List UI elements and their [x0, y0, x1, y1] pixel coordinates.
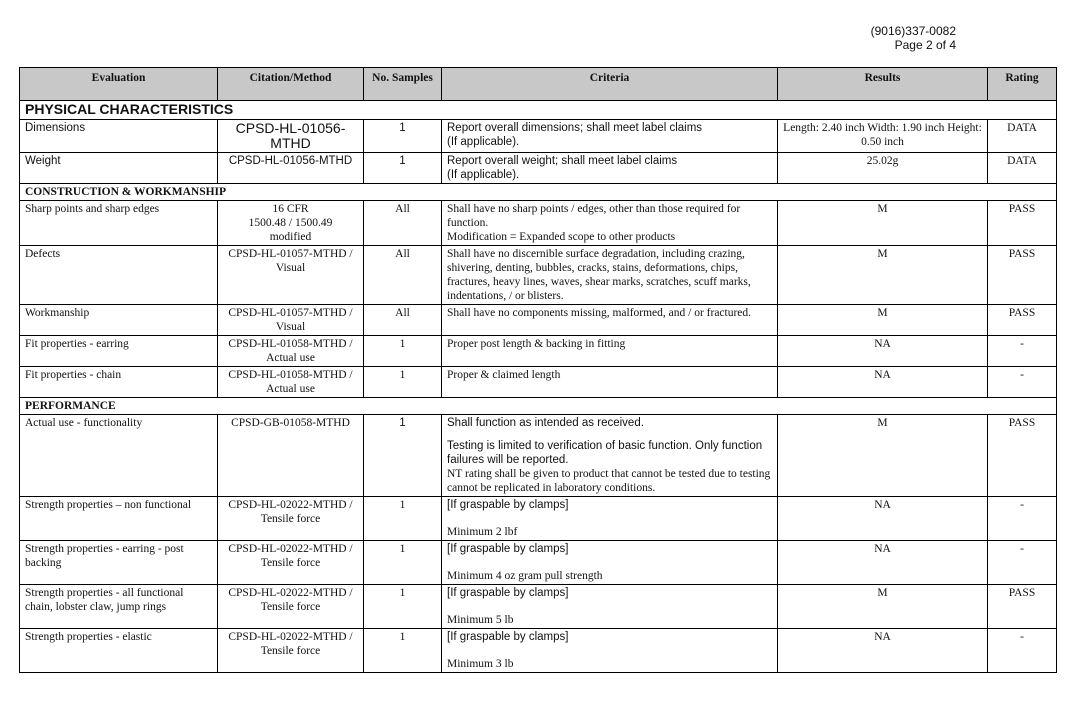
criteria-line: Report overall weight; shall meet label claims: [447, 155, 678, 167]
criteria-cell: [442, 629, 778, 673]
col-evaluation: Evaluation: [20, 68, 218, 101]
criteria-cell: Proper post length & backing in fitting: [442, 336, 778, 367]
rating-cell: -: [988, 541, 1057, 585]
evaluation-cell: Actual use - functionality: [20, 415, 218, 497]
col-results: Results: [778, 68, 988, 101]
table-row: [20, 336, 1057, 367]
criteria-line: Shall function as intended as received.: [447, 417, 644, 429]
criteria-cell: [442, 585, 778, 629]
rating-cell: -: [988, 336, 1057, 367]
criteria-line: Testing is limited to verification of basic function. Only function failures will be reported.: [447, 440, 763, 466]
table-row: [20, 415, 1057, 497]
criteria-line: NT rating shall be given to product that cannot be tested due to testing cannot be replicated in laboratory conditions.: [447, 468, 771, 494]
section-row: [20, 184, 1057, 201]
criteria-cell: Shall have no components missing, malformed, and / or fractured.: [442, 305, 778, 336]
rating-cell: PASS: [988, 415, 1057, 497]
table-row: [20, 305, 1057, 336]
criteria-line: [If graspable by clamps]: [447, 499, 569, 511]
criteria-line: [If graspable by clamps]: [447, 631, 569, 643]
criteria-line: Minimum 4 oz gram pull strength: [447, 570, 603, 582]
citation-cell: CPSD-HL-01058-MTHD / Actual use: [218, 336, 364, 367]
evaluation-cell: Dimensions: [20, 120, 218, 153]
criteria-cell: [442, 497, 778, 541]
criteria-line: [If graspable by clamps]: [447, 587, 569, 599]
samples-cell: 1: [364, 541, 442, 585]
citation-cell: CPSD-HL-01056-MTHD: [218, 153, 364, 184]
criteria-line: Minimum 3 lb: [447, 658, 514, 670]
samples-cell: 1: [364, 367, 442, 398]
results-cell: M: [778, 201, 988, 246]
criteria-cell: Shall have no discernible surface degradation, including crazing, shivering, denting, bubbles, cracks, stains, deformations, chips, fractures, heavy lines, waves, shear marks, scratches, scuff marks, indentations, / or blisters.: [442, 246, 778, 305]
results-cell: Length: 2.40 inch Width: 1.90 inch Height: 0.50 inch: [778, 120, 988, 153]
criteria-cell: Proper & claimed length: [442, 367, 778, 398]
evaluation-cell: Sharp points and sharp edges: [20, 201, 218, 246]
rating-cell: DATA: [988, 153, 1057, 184]
criteria-cell: [442, 153, 778, 184]
citation-cell: CPSD-HL-02022-MTHD / Tensile force: [218, 585, 364, 629]
section-construction: CONSTRUCTION & WORKMANSHIP: [20, 184, 1057, 201]
col-samples: No. Samples: [364, 68, 442, 101]
evaluation-cell: Strength properties – non functional: [20, 497, 218, 541]
citation-line: 1500.48 / 1500.49: [248, 217, 333, 229]
table-row: [20, 541, 1057, 585]
results-cell: NA: [778, 367, 988, 398]
samples-cell: 1: [364, 629, 442, 673]
citation-line: 16 CFR: [272, 203, 309, 215]
criteria-line: Modification = Expanded scope to other products: [447, 231, 676, 243]
samples-cell: 1: [364, 336, 442, 367]
results-cell: M: [778, 415, 988, 497]
samples-cell: 1: [364, 415, 442, 497]
rating-cell: PASS: [988, 585, 1057, 629]
citation-cell: CPSD-HL-01056-MTHD: [218, 120, 364, 153]
criteria-line: Minimum 2 lbf: [447, 526, 518, 538]
results-cell: M: [778, 305, 988, 336]
table-row: [20, 497, 1057, 541]
table-row: [20, 153, 1057, 184]
rating-cell: DATA: [988, 120, 1057, 153]
section-row: [20, 398, 1057, 415]
evaluation-cell: Weight: [20, 153, 218, 184]
table-row: [20, 585, 1057, 629]
criteria-line: (If applicable).: [447, 136, 520, 148]
rating-cell: -: [988, 367, 1057, 398]
citation-cell: CPSD-GB-01058-MTHD: [218, 415, 364, 497]
criteria-line: (If applicable).: [447, 169, 520, 181]
samples-cell: 1: [364, 153, 442, 184]
criteria-cell: [442, 120, 778, 153]
evaluation-table: [19, 67, 1057, 673]
results-cell: 25.02g: [778, 153, 988, 184]
criteria-line: Shall have no sharp points / edges, other than those required for function.: [447, 203, 741, 229]
page-number: Page 2 of 4: [894, 38, 956, 52]
table-header-row: [20, 68, 1057, 101]
samples-cell: All: [364, 305, 442, 336]
criteria-cell: [442, 541, 778, 585]
evaluation-cell: Workmanship: [20, 305, 218, 336]
evaluation-cell: Strength properties - earring - post backing: [20, 541, 218, 585]
rating-cell: -: [988, 497, 1057, 541]
col-citation: Citation/Method: [218, 68, 364, 101]
results-cell: NA: [778, 497, 988, 541]
evaluation-cell: Defects: [20, 246, 218, 305]
section-row: [20, 101, 1057, 120]
table-row: [20, 629, 1057, 673]
citation-cell: CPSD-HL-02022-MTHD / Tensile force: [218, 497, 364, 541]
section-performance: PERFORMANCE: [20, 398, 1057, 415]
rating-cell: -: [988, 629, 1057, 673]
samples-cell: All: [364, 201, 442, 246]
evaluation-cell: Strength properties - all functional chain, lobster claw, jump rings: [20, 585, 218, 629]
criteria-line: Report overall dimensions; shall meet label claims: [447, 122, 703, 134]
phone-number: (9016)337-0082: [870, 24, 956, 38]
samples-cell: All: [364, 246, 442, 305]
samples-cell: 1: [364, 585, 442, 629]
citation-cell: CPSD-HL-01057-MTHD / Visual: [218, 305, 364, 336]
criteria-cell: [442, 201, 778, 246]
table-row: [20, 120, 1057, 153]
citation-cell: CPSD-HL-02022-MTHD / Tensile force: [218, 629, 364, 673]
evaluation-cell: Fit properties - chain: [20, 367, 218, 398]
evaluation-cell: Strength properties - elastic: [20, 629, 218, 673]
results-cell: NA: [778, 629, 988, 673]
page-header: [871, 24, 956, 52]
results-cell: NA: [778, 541, 988, 585]
col-criteria: Criteria: [442, 68, 778, 101]
table-row: [20, 201, 1057, 246]
samples-cell: 1: [364, 120, 442, 153]
results-cell: M: [778, 246, 988, 305]
citation-line: modified: [269, 231, 312, 243]
citation-cell: CPSD-HL-02022-MTHD / Tensile force: [218, 541, 364, 585]
citation-cell: [218, 201, 364, 246]
rating-cell: PASS: [988, 201, 1057, 246]
citation-cell: CPSD-HL-01057-MTHD / Visual: [218, 246, 364, 305]
rating-cell: PASS: [988, 246, 1057, 305]
citation-cell: CPSD-HL-01058-MTHD / Actual use: [218, 367, 364, 398]
criteria-cell: [442, 415, 778, 497]
table-row: [20, 246, 1057, 305]
table-row: [20, 367, 1057, 398]
criteria-line: Minimum 5 lb: [447, 614, 514, 626]
rating-cell: PASS: [988, 305, 1057, 336]
results-cell: M: [778, 585, 988, 629]
results-cell: NA: [778, 336, 988, 367]
evaluation-cell: Fit properties - earring: [20, 336, 218, 367]
col-rating: Rating: [988, 68, 1057, 101]
section-physical: PHYSICAL CHARACTERISTICS: [20, 101, 1057, 120]
criteria-line: [If graspable by clamps]: [447, 543, 569, 555]
samples-cell: 1: [364, 497, 442, 541]
